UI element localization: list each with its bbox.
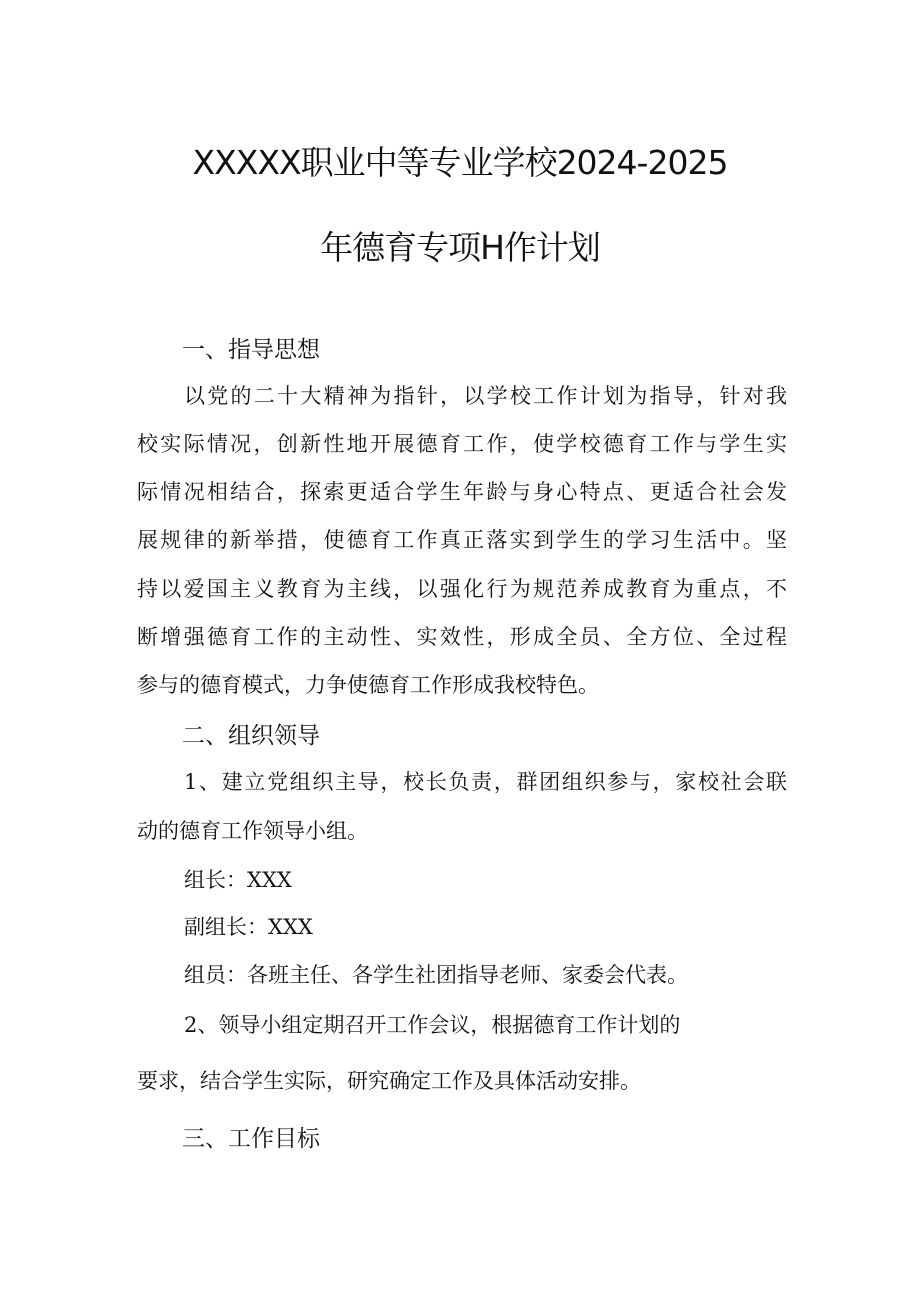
members-line: 组员：各班主任、各学生社团指导老师、家委会代表。 bbox=[184, 963, 688, 987]
section-heading-organization: 二、组织领导 bbox=[182, 723, 320, 749]
section-heading-work-goals: 三、工作目标 bbox=[182, 1126, 320, 1152]
paragraph-line: 展规律的新举措，使德育工作真正落实到学生的学习生活中。坚 bbox=[137, 528, 787, 552]
document-title-line-2: 年德育专项H作计划 bbox=[320, 228, 600, 267]
paragraph-line: 持以爱国主义教育为主线，以强化行为规范养成教育为重点，不 bbox=[137, 577, 787, 601]
group-leader-line: 组长：XXX bbox=[184, 868, 292, 892]
paragraph-line: 以党的二十大精神为指针，以学校工作计划为指导，针对我 bbox=[184, 384, 787, 408]
document-title-line-1: XXXXX职业中等专业学校2024-2025 bbox=[192, 143, 728, 182]
section-heading-guiding-ideology: 一、指导思想 bbox=[182, 337, 320, 363]
paragraph-line: 校实际情况，创新性地开展德育工作，使学校德育工作与学生实 bbox=[137, 432, 787, 456]
paragraph-line: 际情况相结合，探索更适合学生年龄与身心特点、更适合社会发 bbox=[137, 480, 787, 504]
paragraph-line: 参与的德育模式，力争使德育工作形成我校特色。 bbox=[137, 673, 599, 697]
paragraph-line: 要求，结合学生实际，研究确定工作及具体活动安排。 bbox=[137, 1069, 641, 1093]
paragraph-line: 断增强德育工作的主动性、实效性，形成全员、全方位、全过程 bbox=[137, 625, 787, 649]
paragraph-line: 1、建立党组织主导，校长负责，群团组织参与，家校社会联 bbox=[184, 770, 787, 794]
deputy-leader-line: 副组长：XXX bbox=[184, 915, 313, 939]
paragraph-line: 动的德育工作领导小组。 bbox=[137, 819, 368, 843]
paragraph-line: 2、领导小组定期召开工作会议，根据德育工作计划的 bbox=[184, 1013, 681, 1037]
